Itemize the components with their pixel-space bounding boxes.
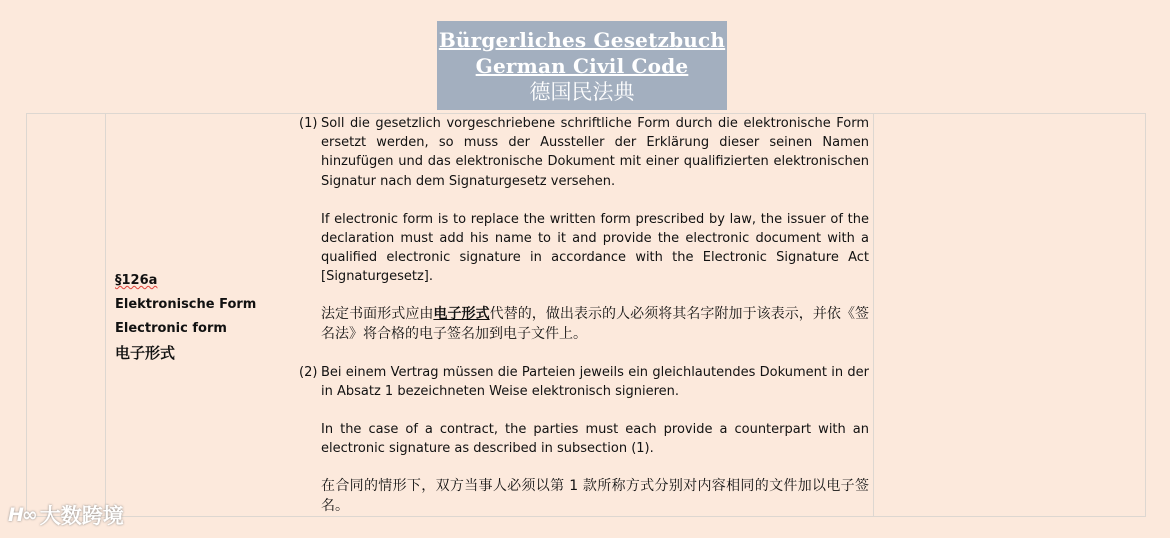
subsection-2 — [299, 363, 869, 516]
subsection-label: (2) — [299, 365, 318, 381]
column-divider — [105, 114, 106, 516]
title-english: German Civil Code — [475, 53, 689, 78]
title-german: Bürgerliches Gesetzbuch — [438, 27, 726, 52]
subsection-2-german: Bei einem Vertrag müssen die Parteien jeweils ein gleichlautendes Dokument in der in Absatz 1 bezeichneten Weise elektronisch signieren. — [321, 365, 869, 400]
section-title-chinese: 电子形式 — [115, 344, 176, 362]
section-heading — [115, 269, 295, 365]
section-title-german: Elektronische Form — [115, 297, 257, 312]
watermark-logo-icon: ᕼ∞ — [8, 504, 36, 526]
section-number: §126a — [115, 273, 158, 288]
zh-text: 代替的，做出表示的人必须将其名字附加于该表示，并依《签名法》将合格的电子签名加到电子文件上。 — [321, 306, 870, 342]
law-table — [26, 113, 1146, 517]
subsection-1-german: Soll die gesetzlich vorgeschriebene schriftliche Form durch die elektronische Form ersetzt werden, so muss der Aussteller der Erklärung dieser seinen Namen hinzufügen und das elektronische Dokument mit einer qualifizierten elektronischen Signatur nach dem Signaturgesetz versehen. — [321, 116, 869, 189]
subsection-2-chinese: 在合同的情形下，双方当事人必须以第 1 款所称方式分别对内容相同的文件加以电子签名。 — [321, 478, 869, 514]
subsection-1-chinese — [321, 305, 869, 344]
column-divider — [873, 114, 874, 516]
section-text — [299, 114, 869, 516]
subsection-2-english: In the case of a contract, the parties must each provide a counterpart with an electronic signature as described in subsection (1). — [321, 422, 869, 457]
watermark — [8, 500, 124, 530]
zh-text: 法定书面形式应由 — [321, 306, 434, 323]
term-electronic-form: 电子形式 — [433, 306, 490, 323]
section-title-english: Electronic form — [115, 321, 227, 336]
subsection-label: (1) — [299, 116, 318, 131]
title-banner — [437, 21, 727, 110]
title-chinese: 德国民法典 — [529, 79, 635, 104]
subsection-1 — [299, 114, 869, 344]
subsection-1-english: If electronic form is to replace the written form prescribed by law, the issuer of the declaration must add his name to it and provide the electronic document with a qualified electronic signature in accordance with the Electronic Signature Act [Signaturgesetz]. — [321, 211, 869, 285]
watermark-text: 大数跨境 — [39, 504, 124, 528]
